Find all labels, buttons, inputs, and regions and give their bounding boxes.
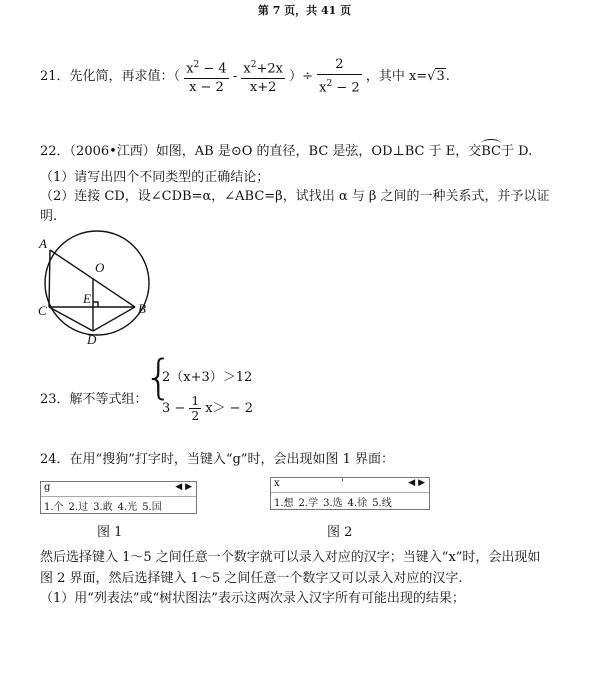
question-24-sub1: （1）用“列表法”或“树状图法”表示这两次录入汉字所有可能出现的结果； [40, 591, 465, 606]
question-24-para1: 然后选择键入 1～5 之间任意一个数字就可以录入对应的汉字；当键入“x”时，会出现如 [40, 550, 541, 565]
candidate-list-2 [271, 493, 429, 509]
segment-ac [49, 250, 50, 307]
label-d: D [87, 332, 97, 347]
q21-fraction-1: $\frac{x^2 - 4}{x - 2}$ [184, 56, 229, 97]
question-24-para2: 图 2 界面，然后选择键入 1～5 之间任意一个数字又可以录入对应的汉字. [40, 571, 463, 586]
page-arrows-icon: ◀ ▶ [175, 482, 192, 492]
segment-bd [93, 307, 135, 331]
q21-close-divide: ）÷ [289, 69, 314, 85]
q21-label: 21．先化简，再求值：（ [40, 69, 181, 85]
q21-minus: - [232, 69, 238, 85]
question-22-sub2: （2）连接 CD，设∠CDB=α，∠ABC=β，试找出 α 与 β 之间的一种关系式，并予以证 [40, 189, 550, 204]
q21-fraction-3: $\frac{2}{x^2 - 2}$ [319, 57, 360, 96]
candidate-item: 4.徐 [347, 498, 368, 509]
question-22-sub1: （1）请写出四个不同类型的正确结论； [40, 170, 270, 185]
page-arrows-icon: ◀ ▶ [408, 478, 425, 488]
ime-mark: ' [341, 478, 344, 489]
ime-input-text: x [274, 478, 280, 489]
candidate-item: 2.过 [68, 502, 89, 513]
candidate-item: 1.个 [44, 502, 64, 513]
figure-1-caption: 图 1 [97, 525, 123, 540]
inequality-2: 3 − $\frac{1}{2}$ x＞ − 2 [162, 394, 253, 423]
system-brace: { [144, 350, 174, 404]
q21-tail: ，其中 x= [365, 69, 428, 85]
right-angle-mark [93, 302, 98, 307]
sqrt-sign: √ [427, 69, 436, 85]
circle-geometry-figure [30, 230, 160, 350]
candidate-item: 3.选 [323, 498, 343, 509]
question-21: 21．先化简，再求值：（ $\frac{x^2 - 4}{x - 2}$ - $\frac{x^2+2x}{x+2}$ ）÷ $\frac{2}{x^2 - 2}$ ，其中 x=√3. [40, 57, 450, 96]
question-24-line1: 24．在用“搜狗”打字时，当键入“g”时，会出现如图 1 界面： [40, 452, 394, 467]
candidate-item: 5.线 [372, 498, 392, 509]
ime-window-figure-1 [40, 481, 197, 514]
ime-input-text: g [44, 482, 51, 493]
label-o: O [95, 260, 105, 275]
label-a: A [39, 236, 47, 251]
inequality-1: 2（x+3）＞12 [162, 370, 253, 385]
ime-window-figure-2 [270, 477, 430, 510]
label-e: E [83, 291, 91, 306]
sqrt-value: 3 [436, 69, 445, 85]
candidate-item: 2.学 [298, 498, 319, 509]
candidate-item: 3.敢 [93, 502, 113, 513]
candidate-list-1 [41, 497, 196, 513]
label-b: B [138, 301, 146, 316]
figure-2-caption: 图 2 [327, 525, 353, 540]
question-23-label: 23．解不等式组： [40, 392, 148, 407]
question-22-sub2-cont: 明. [40, 209, 58, 224]
candidate-item: 1.想 [274, 498, 294, 509]
page-header: 第 7 页，共 41 页 [257, 4, 352, 17]
q21-fraction-2: $\frac{x^2+2x}{x+2}$ [241, 56, 285, 97]
arc-bc: BC [481, 144, 501, 159]
label-c: C [38, 303, 47, 318]
circle-o [45, 231, 149, 335]
candidate-item: 5.国 [142, 502, 162, 513]
question-22-title: 22．（2006•江西）如图，AB 是⊙O 的直径，BC 是弦，OD⊥BC 于 E，交BC于 D. [40, 144, 533, 159]
candidate-item: 4.光 [117, 502, 138, 513]
